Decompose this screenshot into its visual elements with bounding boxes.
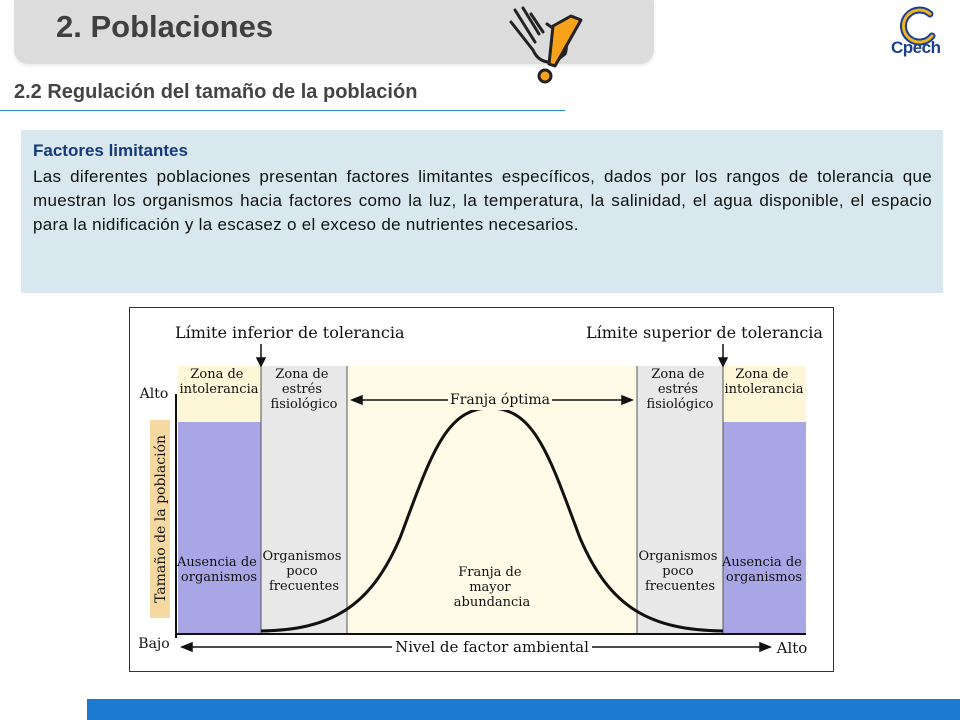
left-absence-label <box>176 555 261 585</box>
abundance-line2: mayor <box>469 580 511 595</box>
left-intolerance-header <box>180 367 259 397</box>
info-heading: Factores limitantes <box>33 141 188 160</box>
abundance-line3: abundancia <box>453 595 531 610</box>
right-stress-header-line3: fisiológico <box>646 397 714 412</box>
left-intolerance-header-line1: Zona de <box>190 367 244 382</box>
right-stress-header-line1: Zona de <box>651 367 705 382</box>
bottom-accent-bar <box>87 699 960 720</box>
right-absence-line2: organismos <box>725 570 803 585</box>
logo-text: Cpech <box>891 38 941 57</box>
x-axis-arrow-right <box>760 643 770 651</box>
section-subtitle: 2.2 Regulación del tamaño de la población <box>14 81 418 103</box>
info-body: Las diferentes poblaciones presentan factores limitantes específicos, dados por los rangos de tolerancia que muestran los organismos hacia factores como la luz, la temperatura, la salinidad, el agua disponible, el espacio para la nidificación y la escasez o el exceso de nutrientes necesarios. <box>33 167 932 234</box>
left-intolerance-header-line2: intolerancia <box>179 382 259 397</box>
left-stress-header-line3: fisiológico <box>270 397 338 412</box>
right-intolerance-header <box>725 367 804 397</box>
pointing-hand-exclamation-icon <box>505 4 585 86</box>
optimal-band-label: Franja óptima <box>449 392 551 408</box>
x-axis-label: Nivel de factor ambiental <box>395 638 589 656</box>
right-absence-label <box>721 555 806 585</box>
upper-limit-label: Límite superior de tolerancia <box>586 323 823 342</box>
info-box <box>21 130 943 293</box>
right-few-line1: Organismos <box>638 549 718 564</box>
right-few-line3: frecuentes <box>644 579 716 594</box>
band-left-intolerance <box>178 422 261 633</box>
page-title: 2. Poblaciones <box>56 9 274 44</box>
y-axis-label: Tamaño de la población <box>153 434 169 604</box>
band-right-intolerance <box>723 422 806 633</box>
left-stress-header-line1: Zona de <box>275 367 329 382</box>
left-absence-line1: Ausencia de <box>177 555 257 570</box>
x-axis-high-label: Alto <box>776 639 808 657</box>
x-axis-arrow-left <box>182 643 192 651</box>
right-intolerance-header-line2: intolerancia <box>724 382 804 397</box>
left-few-line1: Organismos <box>262 549 342 564</box>
tolerance-diagram <box>129 307 834 672</box>
right-absence-line1: Ausencia de <box>722 555 802 570</box>
lower-limit-label: Límite inferior de tolerancia <box>175 323 405 342</box>
right-stress-header-line2: estrés <box>657 382 699 397</box>
left-few-line3: frecuentes <box>268 579 340 594</box>
right-intolerance-header-line1: Zona de <box>735 367 789 382</box>
right-few-line2: poco <box>662 564 694 579</box>
lower-limit-arrow-head <box>257 358 265 366</box>
upper-limit-arrow-head <box>719 358 727 366</box>
tolerance-diagram-svg <box>130 308 833 671</box>
y-axis-low-label: Bajo <box>138 636 170 652</box>
left-absence-line2: organismos <box>180 570 258 585</box>
left-stress-header-line2: estrés <box>281 382 323 397</box>
left-few-line2: poco <box>286 564 318 579</box>
y-axis-high-label: Alto <box>139 386 169 402</box>
abundance-line1: Franja de <box>458 565 522 580</box>
subtitle-underline <box>0 110 565 111</box>
